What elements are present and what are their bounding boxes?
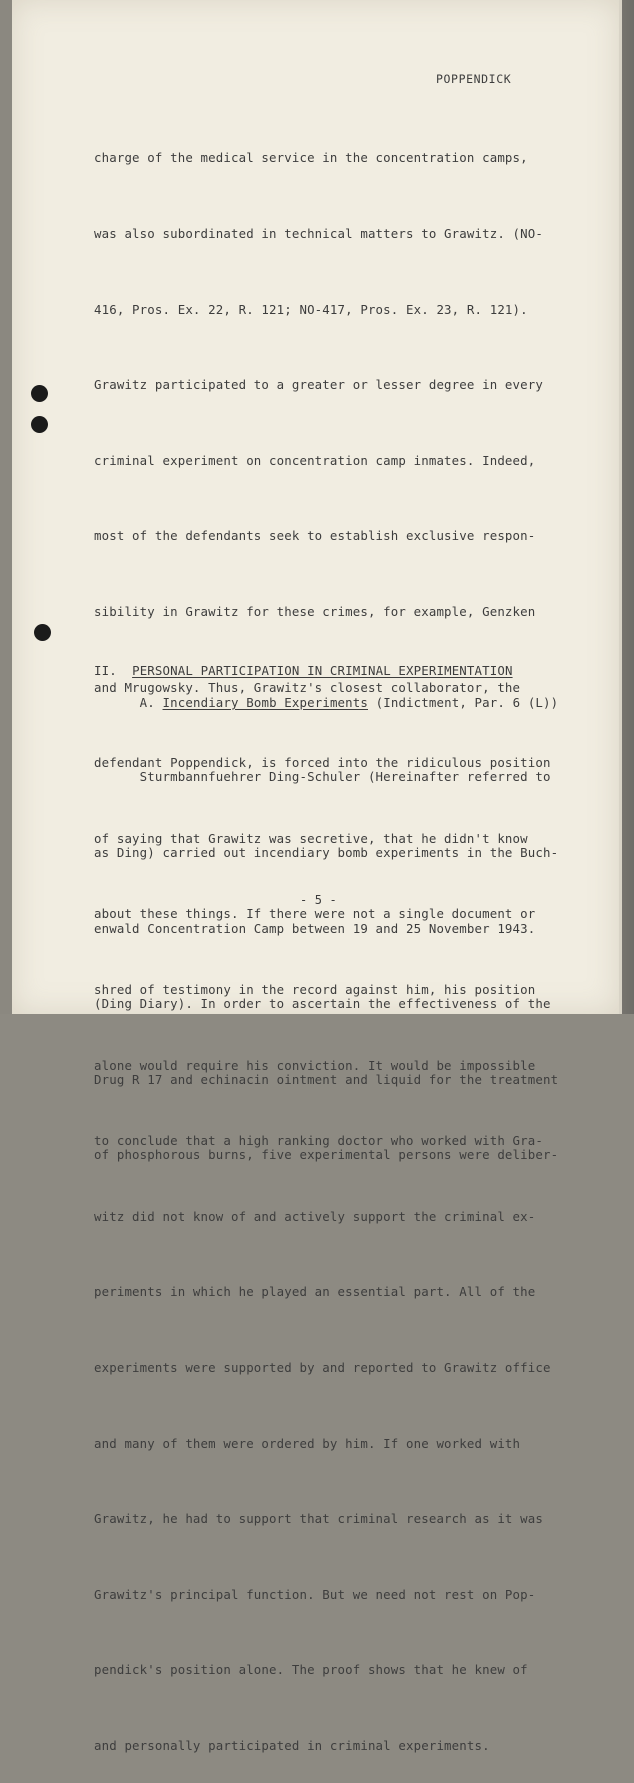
text-line: experiments were supported by and reported to Grawitz office [94, 1359, 551, 1375]
text-line: was also subordinated in technical matters to Grawitz. (NO- [94, 226, 543, 241]
punch-hole [34, 624, 51, 641]
text-line: about these things. If there were not a single document or [94, 906, 536, 922]
subsection-heading [94, 690, 558, 715]
text-line: and Mrugowsky. Thus, Grawitz's closest collaborator, the [94, 679, 521, 695]
subsection-title: Incendiary Bomb Experiments [162, 695, 368, 710]
subsection-letter: A. [139, 695, 155, 710]
text-line: charge of the medical service in the concentration camps, [94, 150, 528, 166]
text-line: Drug R 17 and echinacin ointment and liquid for the treatment [94, 1071, 559, 1087]
text-line: pendick's position alone. The proof shows that he knew of [94, 1662, 528, 1678]
section-number: II. [94, 663, 117, 678]
text-line: Grawitz, he had to support that criminal research as it was [94, 1511, 543, 1527]
text-line: Sturmbannfuehrer Ding-Schuler (Hereinafter referred to [94, 769, 551, 785]
text-line: as Ding) carried out incendiary bomb experiments in the Buch- [94, 845, 559, 860]
punch-hole [31, 385, 48, 402]
subsection-reference: (Indictment, Par. 6 (L)) [375, 695, 559, 710]
text-line: periments in which he played an essential part. All of the [94, 1284, 536, 1300]
text-line: of phosphorous burns, five experimental persons were deliber- [94, 1147, 559, 1163]
text-line: 416, Pros. Ex. 22, R. 121; NO-417, Pros. Ex. 23, R. 121). [94, 301, 528, 317]
text-line: alone would require his conviction. It would be impossible [94, 1057, 536, 1073]
text-line: witz did not know of and actively support the criminal ex- [94, 1208, 536, 1224]
punch-hole [31, 416, 48, 433]
text-line: enwald Concentration Camp between 19 and 25 November 1943. [94, 920, 536, 936]
text-line: Grawitz's principal function. But we need not rest on Pop- [94, 1586, 536, 1602]
text-line: of saying that Grawitz was secretive, that he didn't know [94, 830, 528, 846]
page-edge [619, 0, 622, 1014]
body-paragraph-2 [94, 714, 558, 1193]
text-line: defendant Poppendick, is forced into the ridiculous position [94, 755, 551, 771]
text-line: and personally participated in criminal experiments. [94, 1737, 490, 1753]
page-header: POPPENDICK [436, 72, 512, 86]
text-line: shred of testimony in the record against him, his position [94, 981, 536, 997]
text-line: sibility in Grawitz for these crimes, for example, Genzken [94, 603, 536, 619]
text-line: Grawitz participated to a greater or lesser degree in every [94, 377, 543, 393]
text-line: to conclude that a high ranking doctor who worked with Gra- [94, 1133, 543, 1149]
text-line: most of the defendants seek to establish exclusive respon- [94, 528, 536, 544]
section-title: PERSONAL PARTICIPATION IN CRIMINAL EXPERIMENTATION [132, 663, 513, 678]
text-line: (Ding Diary). In order to ascertain the effectiveness of the [94, 996, 551, 1012]
text-line: and many of them were ordered by him. If one worked with [94, 1435, 521, 1451]
section-heading [94, 663, 513, 678]
page-number: - 5 - [300, 893, 337, 907]
text-line: criminal experiment on concentration camp inmates. Indeed, [94, 452, 536, 468]
